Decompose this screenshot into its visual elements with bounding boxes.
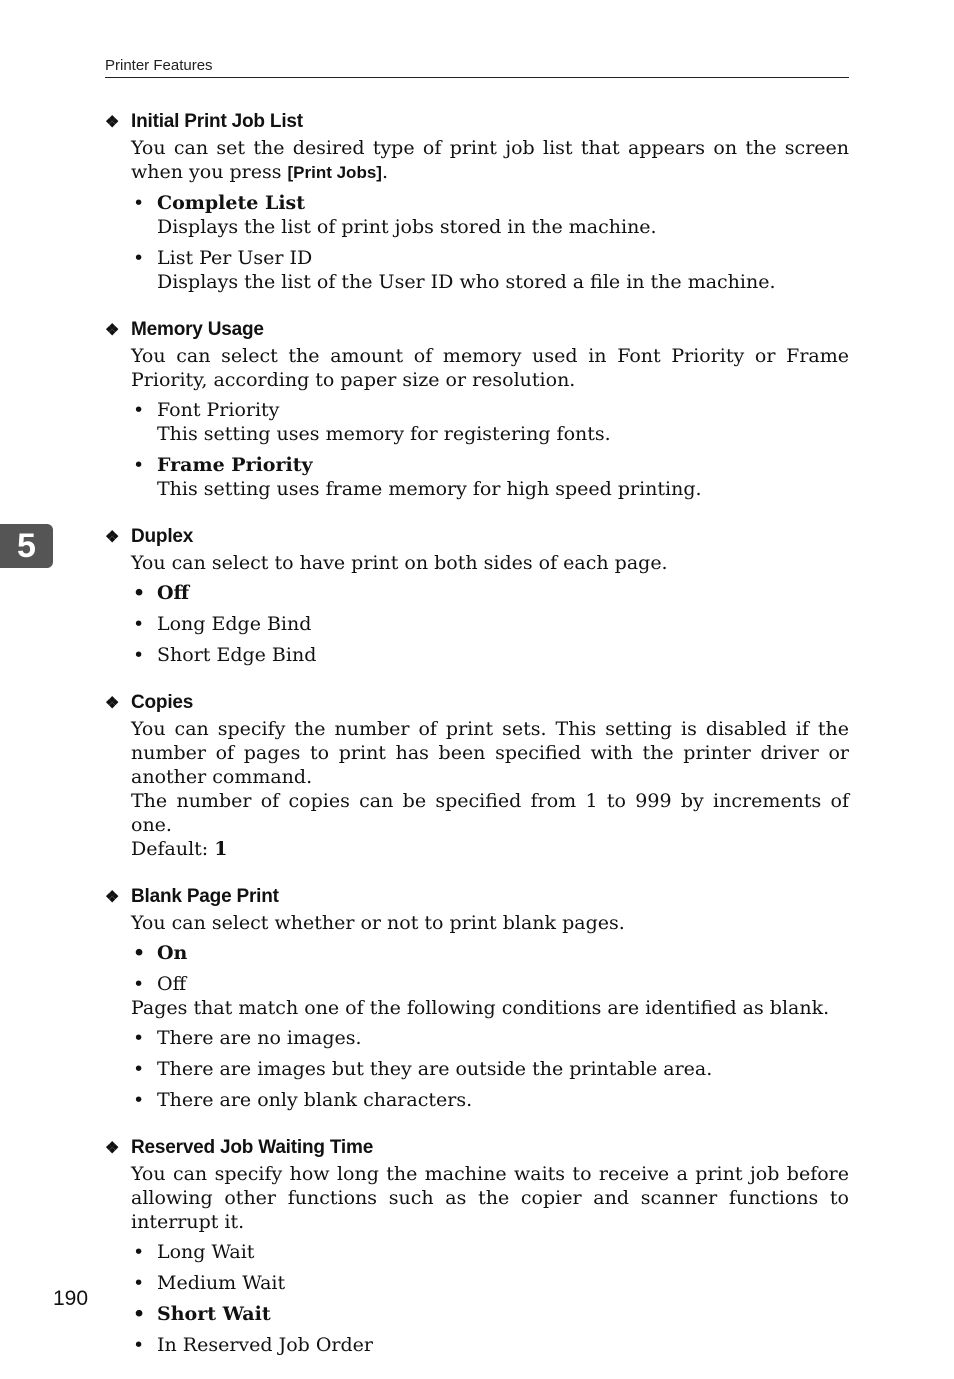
section-description: You can specify the number of print sets. This setting is disabled if the number of pages to print has been specified with the printer driver or another command. <box>131 718 849 788</box>
section-memory-usage <box>105 316 849 501</box>
section-title: ❖ Initial Print Job List <box>105 108 849 136</box>
list-item: • Off <box>131 972 849 996</box>
list-item: • On <box>131 941 849 965</box>
running-header: Printer Features <box>105 57 849 78</box>
section-title: ❖ Blank Page Print <box>105 883 849 911</box>
page-content <box>105 108 849 1379</box>
section-initial-print-job-list <box>105 108 849 294</box>
section-copies <box>105 689 849 861</box>
list-item: • Long Edge Bind <box>131 612 849 636</box>
default-value: Default: 1 <box>131 838 228 860</box>
list-item: • Short Edge Bind <box>131 643 849 667</box>
list-item: • There are only blank characters. <box>131 1088 849 1112</box>
diamond-bullet-icon: ❖ <box>105 114 120 131</box>
chapter-tab: 5 <box>0 524 53 568</box>
diamond-bullet-icon: ❖ <box>105 1140 120 1157</box>
diamond-bullet-icon: ❖ <box>105 889 120 906</box>
list-item: • Frame Priority This setting uses frame memory for high speed printing. <box>131 453 849 501</box>
section-title: ❖ Copies <box>105 689 849 717</box>
section-description: You can select the amount of memory used in Font Priority or Frame Priority, according to paper size or resolution. <box>131 345 849 391</box>
section-title: ❖ Duplex <box>105 523 849 551</box>
list-item: • Medium Wait <box>131 1271 849 1295</box>
section-description: You can set the desired type of print job list that appears on the screen when you press [Print Jobs]. <box>131 137 849 183</box>
list-item: • There are images but they are outside the printable area. <box>131 1057 849 1081</box>
diamond-bullet-icon: ❖ <box>105 322 120 339</box>
list-item: • Long Wait <box>131 1240 849 1264</box>
key-name-print-jobs: [Print Jobs] <box>287 163 382 182</box>
diamond-bullet-icon: ❖ <box>105 529 120 546</box>
list-item: • There are no images. <box>131 1026 849 1050</box>
list-item: • Complete List Displays the list of print jobs stored in the machine. <box>131 191 849 239</box>
section-description: You can select to have print on both sides of each page. <box>131 552 668 574</box>
section-description: You can specify how long the machine waits to receive a print job before allowing other functions such as the copier and scanner functions to interrupt it. <box>131 1163 849 1233</box>
section-description: You can select whether or not to print blank pages. <box>131 912 625 934</box>
list-item: • In Reserved Job Order <box>131 1333 849 1357</box>
section-title: ❖ Memory Usage <box>105 316 849 344</box>
page-number: 190 <box>53 1287 89 1310</box>
diamond-bullet-icon: ❖ <box>105 695 120 712</box>
list-item: • Font Priority This setting uses memory for registering fonts. <box>131 398 849 446</box>
section-description-2: Pages that match one of the following conditions are identified as blank. <box>131 997 830 1019</box>
list-item: • List Per User ID Displays the list of the User ID who stored a file in the machine. <box>131 246 849 294</box>
section-reserved-job-waiting-time <box>105 1134 849 1357</box>
section-blank-page-print <box>105 883 849 1112</box>
section-description-2: The number of copies can be specified from 1 to 999 by increments of one. <box>131 790 849 836</box>
section-title: ❖ Reserved Job Waiting Time <box>105 1134 849 1162</box>
list-item: • Short Wait <box>131 1302 849 1326</box>
list-item: • Off <box>131 581 849 605</box>
section-duplex <box>105 523 849 667</box>
